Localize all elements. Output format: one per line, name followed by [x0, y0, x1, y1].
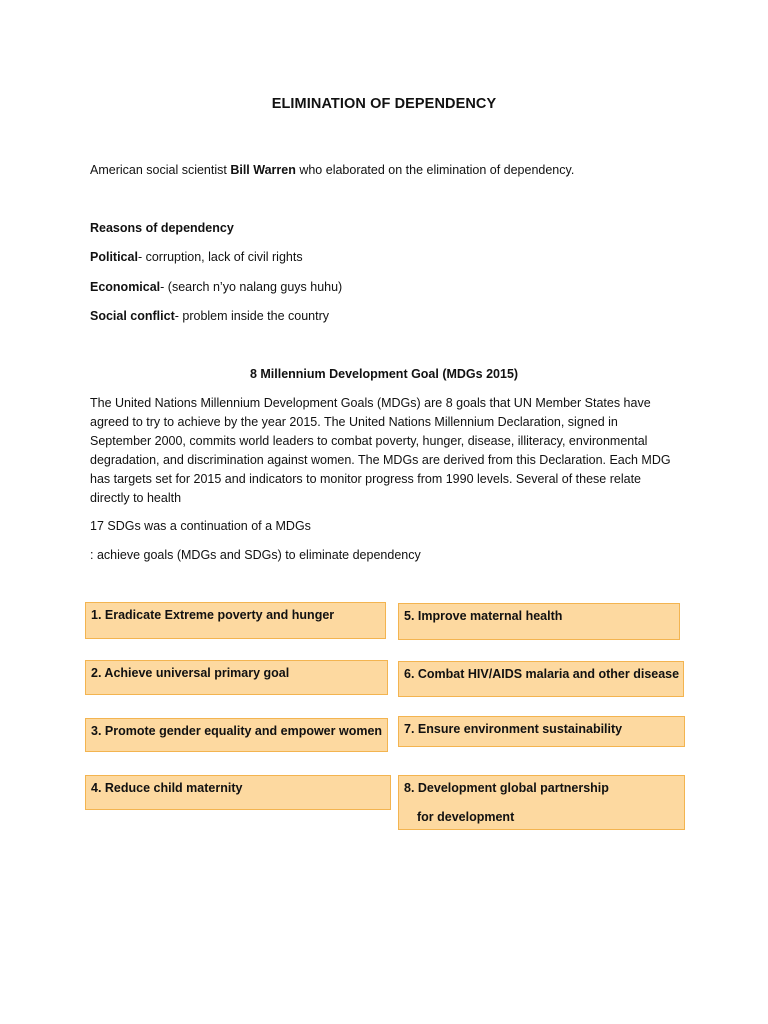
intro-prefix: American social scientist: [90, 163, 231, 177]
paragraph-line: directly to health: [90, 491, 182, 505]
goal-box-3: 3. Promote gender equality and empower women: [85, 718, 388, 752]
goal-8-line-1: 8. Development global partnership: [404, 781, 609, 795]
goal-box-7: 7. Ensure environment sustainability: [398, 716, 685, 747]
reason-item: [90, 249, 303, 265]
goal-box-1: 1. Eradicate Extreme poverty and hunger: [85, 602, 386, 639]
reason-item: [90, 279, 342, 295]
reason-text: - corruption, lack of civil rights: [137, 250, 303, 264]
goal-box-5: 5. Improve maternal health: [398, 603, 680, 640]
reason-text: - problem inside the country: [174, 309, 329, 323]
reasons-heading: [90, 220, 234, 236]
mdg-heading: 8 Millennium Development Goal (MDGs 2015): [249, 367, 519, 381]
paragraph-line: agreed to try to achieve by the year 2015. The United Nations Millennium Declaration, signed in: [90, 415, 618, 429]
goal-box-2: 2. Achieve universal primary goal: [85, 660, 388, 695]
achieve-note: : achieve goals (MDGs and SDGs) to eliminate dependency: [90, 548, 421, 562]
paragraph-line: The United Nations Millennium Development Goals (MDGs) are 8 goals that UN Member States have: [90, 396, 651, 410]
intro-suffix: who elaborated on the elimination of dependency.: [295, 163, 575, 177]
intro-name: Bill Warren: [230, 163, 296, 177]
reason-text: - (search n’yo nalang guys huhu): [160, 280, 343, 294]
reason-item: [90, 308, 329, 324]
goal-box-6: 6. Combat HIV/AIDS malaria and other disease: [398, 661, 684, 697]
paragraph-line: has targets set for 2015 and indicators to monitor progress from 1990 levels. Several of these relate: [90, 472, 641, 486]
mdg-paragraph: [90, 394, 680, 508]
paragraph-line: September 2000, commits world leaders to combat poverty, hunger, disease, illiteracy, environmental: [90, 434, 648, 448]
reasons-heading-text: Reasons of dependency: [90, 221, 234, 235]
goal-8-line-2: for development: [417, 810, 515, 824]
reason-label: Political: [90, 250, 138, 264]
reason-label: Social conflict: [90, 309, 175, 323]
intro-line: [90, 162, 574, 178]
goal-box-8: [398, 775, 685, 830]
reason-label: Economical: [90, 280, 161, 294]
document-title: ELIMINATION OF DEPENDENCY: [271, 96, 497, 112]
sdg-note: 17 SDGs was a continuation of a MDGs: [90, 519, 311, 533]
goal-box-4: 4. Reduce child maternity: [85, 775, 391, 810]
paragraph-line: degradation, and discrimination against women. The MDGs are derived from this Declaration. Each MDG: [90, 453, 671, 467]
